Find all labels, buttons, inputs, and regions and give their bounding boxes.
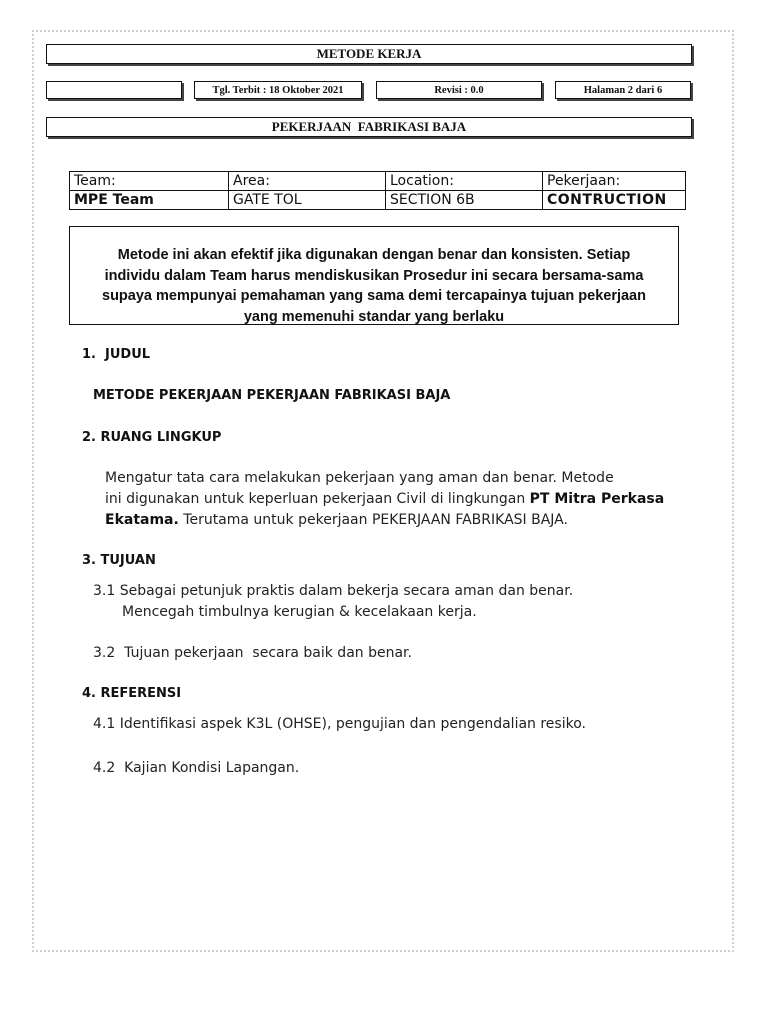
label-team: Team: <box>70 172 229 191</box>
tgl-terbit-cell <box>194 81 362 99</box>
doc-subtitle-box <box>46 117 692 137</box>
blank-header-cell <box>46 81 182 99</box>
notice-line: supaya mempunyai pemahaman yang sama demi tercapainya tujuan pekerjaan <box>102 288 646 304</box>
section-2-body <box>105 468 695 531</box>
section-2-line <box>105 510 695 531</box>
company-name: PT Mitra Perkasa <box>529 491 665 507</box>
doc-title-box <box>46 44 692 64</box>
section-4-item-1: 4.1 Identifikasi aspek K3L (OHSE), pengujian dan pengendalian resiko. <box>93 716 586 732</box>
company-name-cont: Ekatama. <box>105 512 179 528</box>
value-pekerjaan: CONTRUCTION <box>543 191 686 210</box>
section-3-heading: 3. TUJUAN <box>82 553 156 568</box>
value-team: MPE Team <box>70 191 229 210</box>
notice-box <box>69 226 679 325</box>
section-3-item-1-line: Mencegah timbulnya kerugian & kecelakaan kerja. <box>122 604 477 620</box>
notice-line: individu dalam Team harus mendiskusikan Prosedur ini secara bersama-sama <box>104 267 644 284</box>
doc-title: METODE KERJA <box>316 46 422 61</box>
section-4-item-2: 4.2 Kajian Kondisi Lapangan. <box>93 760 300 776</box>
info-table <box>69 171 686 210</box>
section-2-heading: 2. RUANG LINGKUP <box>82 430 222 445</box>
label-area: Area: <box>229 172 386 191</box>
notice-line: yang memenuhi standar yang berlaku <box>243 308 505 325</box>
notice-line: Metode ini akan efektif jika digunakan dengan benar dan konsisten. Setiap <box>117 247 631 263</box>
section-2-text: ini digunakan untuk keperluan pekerjaan Civil di lingkungan <box>105 491 530 507</box>
revisi: Revisi : 0.0 <box>434 84 484 96</box>
halaman: Halaman 2 dari 6 <box>583 84 663 96</box>
section-2-line <box>105 489 695 510</box>
section-1-heading: 1. JUDUL <box>82 347 151 362</box>
section-4-heading: 4. REFERENSI <box>82 686 182 701</box>
info-table-value-row <box>70 191 686 210</box>
section-3-item-2: 3.2 Tujuan pekerjaan secara baik dan benar. <box>93 645 412 661</box>
halaman-cell <box>555 81 691 99</box>
value-location: SECTION 6B <box>386 191 543 210</box>
section-2-line: Mengatur tata cara melakukan pekerjaan yang aman dan benar. Metode <box>105 470 614 486</box>
tgl-terbit: Tgl. Terbit : 18 Oktober 2021 <box>212 84 344 96</box>
section-3-item-1 <box>93 581 573 623</box>
revisi-cell <box>376 81 542 99</box>
value-area: GATE TOL <box>229 191 386 210</box>
section-2-text: Terutama untuk pekerjaan PEKERJAAN FABRIKASI BAJA. <box>178 512 568 528</box>
label-location: Location: <box>386 172 543 191</box>
label-pekerjaan: Pekerjaan: <box>543 172 686 191</box>
info-table-label-row <box>70 172 686 191</box>
doc-subtitle: PEKERJAAN FABRIKASI BAJA <box>271 119 467 134</box>
section-3-item-1-line: 3.1 Sebagai petunjuk praktis dalam bekerja secara aman dan benar. <box>93 583 574 599</box>
section-1-text: METODE PEKERJAAN PEKERJAAN FABRIKASI BAJA <box>93 388 451 403</box>
